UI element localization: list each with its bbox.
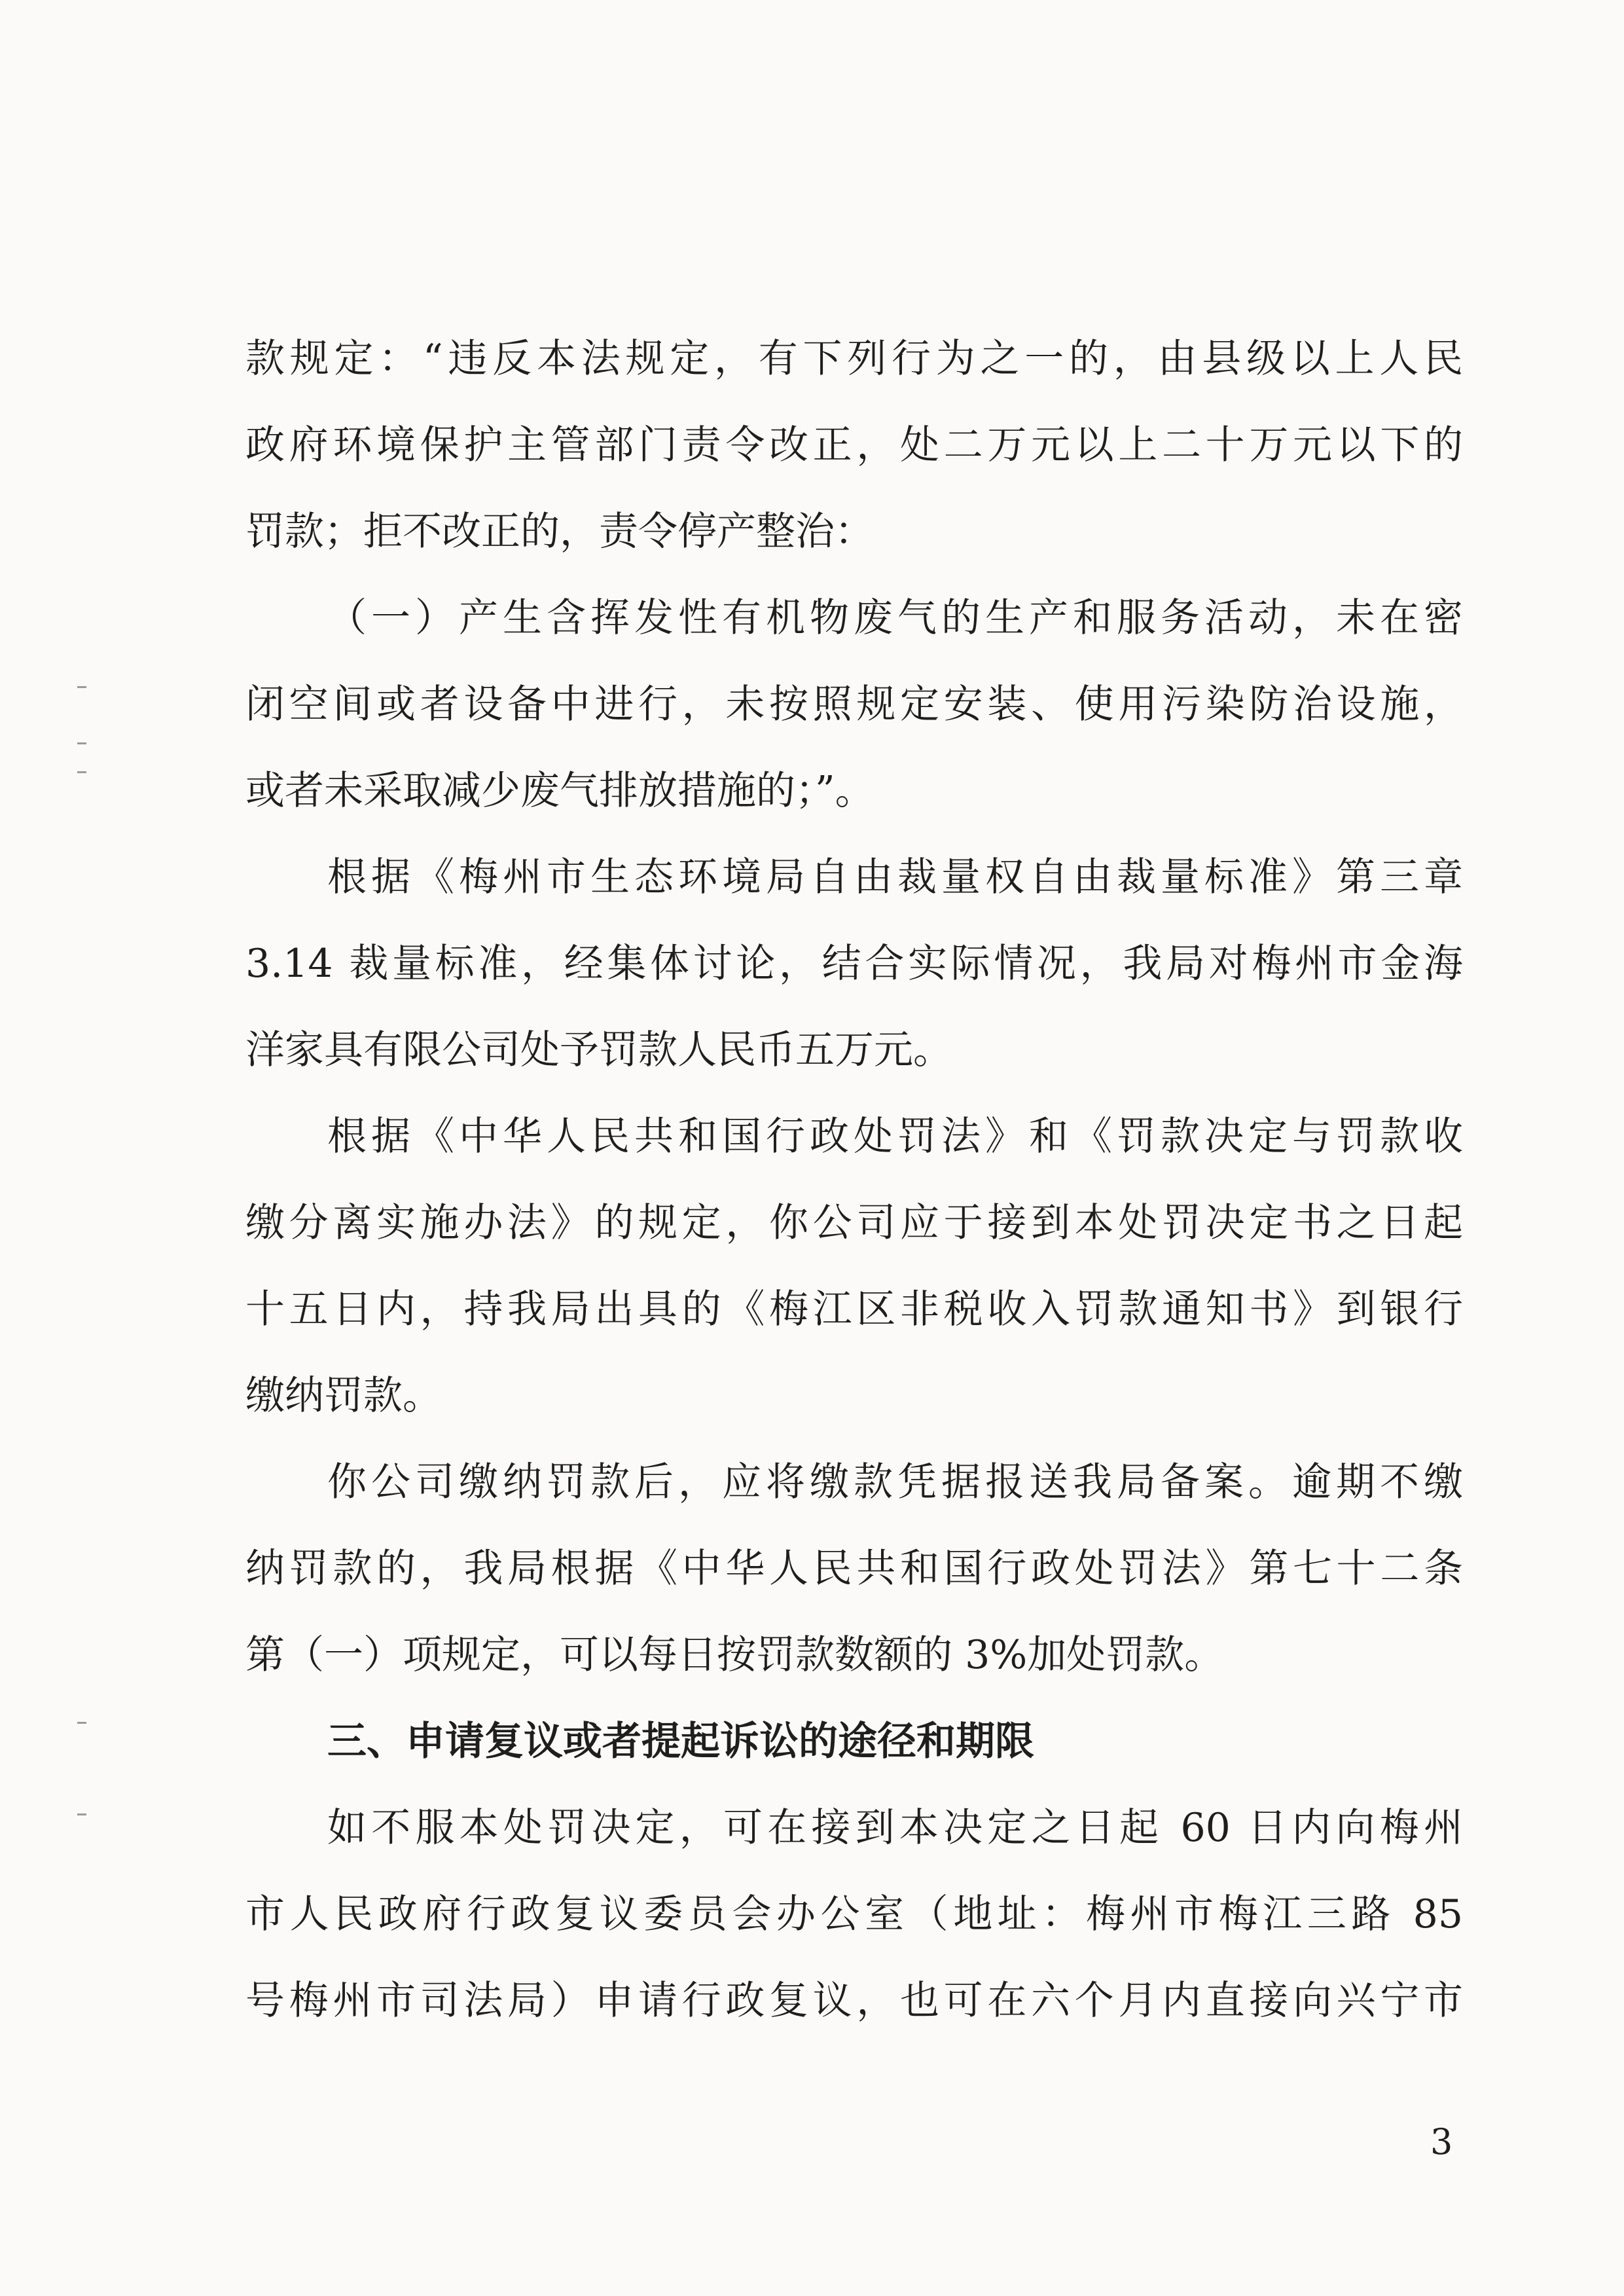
paragraph-line: 缴纳罚款。 xyxy=(245,1373,442,1419)
scan-mark xyxy=(77,1813,86,1815)
paragraph-line: 洋家具有限公司处予罚款人民币五万元。 xyxy=(245,1027,952,1073)
paragraph-line: 闭空间或者设备中进行，未按照规定安装、使用污染防治设施， xyxy=(245,682,1463,727)
paragraph-line: 你公司缴纳罚款后，应将缴款凭据报送我局备案。逾期不缴 xyxy=(327,1459,1463,1505)
paragraph-line: 缴分离实施办法》的规定，你公司应于接到本处罚决定书之日起 xyxy=(245,1200,1463,1246)
page-number: 3 xyxy=(1430,2121,1453,2162)
paragraph-line: （一）产生含挥发性有机物废气的生产和服务活动，未在密 xyxy=(327,595,1463,641)
paragraph-line: 款规定：“违反本法规定，有下列行为之一的，由县级以上人民 xyxy=(245,336,1463,382)
paragraph-line: 如不服本处罚决定，可在接到本决定之日起 60 日内向梅州 xyxy=(327,1805,1463,1851)
scan-mark xyxy=(77,1722,86,1724)
paragraph-line: 或者未采取减少废气排放措施的；”。 xyxy=(245,768,875,814)
scan-mark xyxy=(77,771,86,773)
paragraph-line: 3.14 裁量标准，经集体讨论，结合实际情况，我局对梅州市金海 xyxy=(245,941,1463,987)
paragraph-line: 根据《梅州市生态环境局自由裁量权自由裁量标准》第三章 xyxy=(327,854,1463,900)
section-heading: 三、申请复议或者提起诉讼的途径和期限 xyxy=(327,1719,1034,1764)
paragraph-line: 市人民政府行政复议委员会办公室（地址：梅州市梅江三路 85 xyxy=(245,1891,1463,1937)
paragraph-line: 第（一）项规定，可以每日按罚款数额的 3%加处罚款。 xyxy=(245,1632,1224,1678)
paragraph-line: 政府环境保护主管部门责令改正，处二万元以上二十万元以下的 xyxy=(245,422,1463,468)
paragraph-line: 纳罚款的，我局根据《中华人民共和国行政处罚法》第七十二条 xyxy=(245,1546,1463,1592)
scan-mark xyxy=(77,742,86,744)
paragraph-line: 罚款；拒不改正的，责令停产整治： xyxy=(245,509,874,555)
scan-mark xyxy=(77,686,86,688)
paragraph-line: 十五日内，持我局出具的《梅江区非税收入罚款通知书》到银行 xyxy=(245,1286,1463,1332)
paragraph-line: 号梅州市司法局）申请行政复议，也可在六个月内直接向兴宁市 xyxy=(245,1978,1463,2024)
paragraph-line: 根据《中华人民共和国行政处罚法》和《罚款决定与罚款收 xyxy=(327,1114,1463,1159)
